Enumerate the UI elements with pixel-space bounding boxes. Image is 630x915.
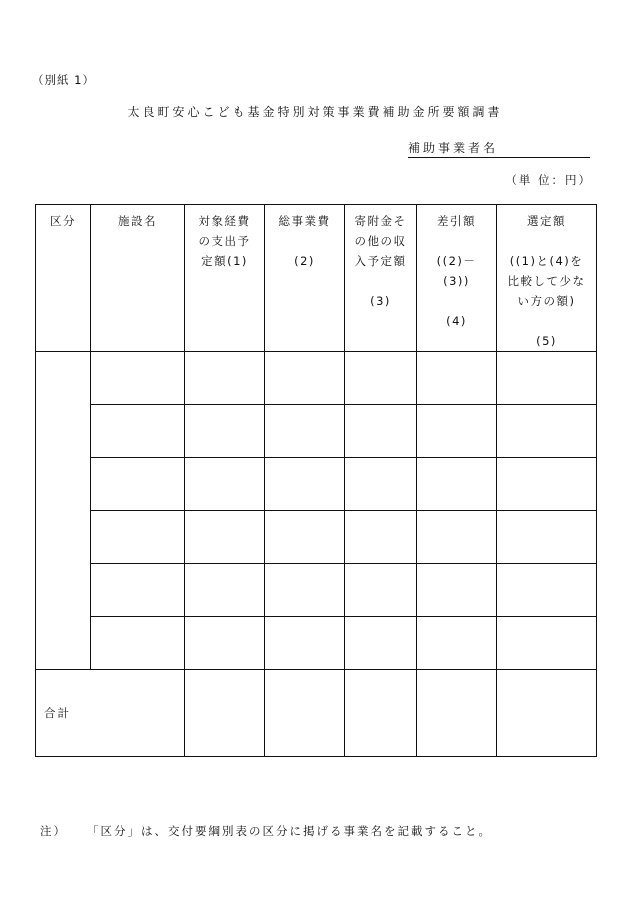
table-cell[interactable] (185, 564, 265, 617)
document-title: 太良町安心こども基金特別対策事業費補助金所要額調書 (127, 105, 503, 119)
table-row (36, 458, 597, 511)
table-cell[interactable] (265, 511, 345, 564)
unit-label: （単 位：円） (505, 173, 592, 187)
table-cell[interactable] (417, 564, 497, 617)
header-target-expense: 対象経費 の支出予 定額(1) (185, 205, 265, 352)
total-cell[interactable] (345, 670, 417, 757)
amount-table (35, 204, 597, 757)
table-cell[interactable] (185, 405, 265, 458)
table-row (36, 617, 597, 670)
table-cell[interactable] (497, 458, 597, 511)
table-cell[interactable] (185, 511, 265, 564)
total-cell[interactable] (185, 670, 265, 757)
table-cell[interactable] (345, 405, 417, 458)
total-row (36, 670, 597, 757)
table-cell[interactable] (185, 458, 265, 511)
table-cell[interactable] (345, 458, 417, 511)
table-cell[interactable] (265, 564, 345, 617)
operator-name-label: 補助事業者名 (408, 141, 499, 155)
footnote-text: 「区分」は、交付要綱別表の区分に掲げる事業名を記載すること。 (87, 824, 492, 838)
header-facility-name: 施設名 (91, 205, 185, 352)
table-cell[interactable] (91, 458, 185, 511)
table-cell[interactable] (345, 617, 417, 670)
attachment-label: （別紙 1） (32, 73, 95, 87)
table-cell[interactable] (265, 617, 345, 670)
table-cell[interactable] (497, 352, 597, 405)
table-cell[interactable] (265, 458, 345, 511)
table-cell[interactable] (417, 405, 497, 458)
table-header-row (36, 205, 597, 352)
table-row (36, 511, 597, 564)
table-cell[interactable] (345, 564, 417, 617)
table-cell[interactable] (417, 617, 497, 670)
table-cell[interactable] (91, 511, 185, 564)
table-cell[interactable] (91, 405, 185, 458)
table-cell[interactable] (91, 564, 185, 617)
header-donations: 寄附金そ の他の収 入予定額 (3) (345, 205, 417, 352)
header-selected-amount: 選定額 ((1)と(4)を 比較して少な い方の額) (5) (497, 205, 597, 352)
table-cell[interactable] (417, 352, 497, 405)
header-difference: 差引額 ((2)－ (3)) (4) (417, 205, 497, 352)
operator-name-field (408, 139, 590, 158)
table-cell[interactable] (497, 511, 597, 564)
table-cell[interactable] (91, 617, 185, 670)
header-total-cost: 総事業費 (2) (265, 205, 345, 352)
table-row (36, 405, 597, 458)
table-cell[interactable] (497, 564, 597, 617)
table-row (36, 352, 597, 405)
table-cell[interactable] (417, 511, 497, 564)
table-cell[interactable] (91, 352, 185, 405)
footnote (40, 823, 492, 839)
table-cell[interactable] (497, 617, 597, 670)
header-category: 区分 (36, 205, 91, 352)
table-row (36, 564, 597, 617)
total-cell[interactable] (497, 670, 597, 757)
total-cell[interactable] (265, 670, 345, 757)
footnote-prefix: 注） (40, 824, 67, 838)
table-cell[interactable] (345, 352, 417, 405)
table-cell[interactable] (265, 352, 345, 405)
table-cell[interactable] (497, 405, 597, 458)
total-cell[interactable] (417, 670, 497, 757)
category-cell[interactable] (36, 352, 91, 670)
table-cell[interactable] (185, 617, 265, 670)
table-cell[interactable] (417, 458, 497, 511)
table-cell[interactable] (185, 352, 265, 405)
total-label: 合計 (36, 670, 185, 757)
table-cell[interactable] (265, 405, 345, 458)
table-cell[interactable] (345, 511, 417, 564)
